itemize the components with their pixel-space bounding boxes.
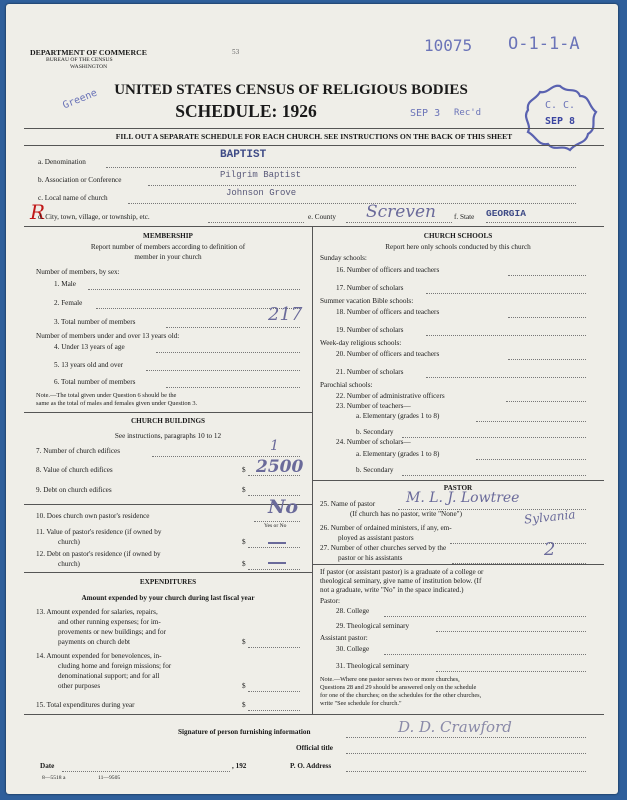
signature-label: Signature of person furnishing information: [178, 728, 311, 736]
main-grid-top-rule: [24, 226, 604, 227]
state-line: [486, 222, 576, 223]
q31-seminary-label: 31. Theological seminary: [336, 662, 410, 670]
signature-value: D. D. Crawford: [398, 718, 512, 736]
q15-dollar-sign: $: [242, 701, 246, 709]
membership-title: MEMBERSHIP: [143, 232, 193, 240]
association-label: b. Association or Conference: [38, 176, 122, 184]
q11-residence-value-label: 11. Value of pastor's residence (if owned by: [36, 528, 162, 536]
q26-label-1: 26. Number of ordained ministers, if any, em-: [320, 524, 452, 532]
membership-note-2: same as the total of males and females given under Question 3.: [36, 400, 198, 407]
q26-label-2: ployed as assistant pastors: [338, 534, 414, 542]
q5-over-13-label: 5. 13 years old and over: [54, 361, 124, 369]
members-by-age-label: Number of members under and over 13 years old:: [36, 332, 180, 340]
q29-seminary-field[interactable]: [436, 631, 586, 632]
q27-label-1: 27. Number of other churches served by the: [320, 544, 447, 552]
received-stamp: Rec'd: [454, 108, 482, 118]
q30-college-label: 30. College: [336, 645, 370, 653]
denomination-label: a. Denomination: [38, 158, 86, 166]
department-label: DEPARTMENT OF COMMERCE: [30, 48, 147, 57]
pastor-title: PASTOR: [443, 484, 473, 492]
q16-label: 16. Number of officers and teachers: [336, 266, 440, 274]
q9-dollar-sign: $: [242, 486, 246, 494]
summer-schools-label: Summer vacation Bible schools:: [320, 297, 414, 305]
q24a-label: a. Elementary (grades 1 to 8): [356, 450, 440, 458]
q24a-field[interactable]: [476, 459, 586, 460]
q11-residence-value-label-2: church): [58, 538, 80, 546]
state-value: GEORGIA: [486, 208, 526, 219]
pastor-note-3: for one of the churches; on the schedules for the other churches,: [320, 692, 482, 699]
q13-line-1: 13. Amount expended for salaries, repairs,: [36, 608, 158, 616]
q13-line-4: payments on church debt: [58, 638, 131, 646]
form-number: 53: [232, 48, 240, 56]
yes-or-no-hint: Yes or No: [264, 523, 287, 529]
year-label: , 192: [232, 762, 247, 770]
expenditures-rule: [24, 572, 312, 573]
census-schedule-form: [6, 4, 618, 794]
q1-male-field[interactable]: [88, 289, 300, 290]
po-address-field[interactable]: [346, 771, 586, 772]
county-value: Screven: [366, 202, 436, 222]
state-label: f. State: [454, 213, 475, 221]
q18-label: 18. Number of officers and teachers: [336, 308, 440, 316]
weekday-schools-label: Week-day religious schools:: [320, 339, 402, 347]
q13-dollar-sign: $: [242, 638, 246, 646]
classification-code: O-1-1-A: [508, 34, 580, 54]
q12-residence-debt-field[interactable]: [248, 569, 300, 570]
header-rule-bottom: [24, 145, 604, 146]
q22-label: 22. Number of administrative officers: [336, 392, 445, 400]
q23-label: 23. Number of teachers—: [336, 402, 411, 410]
church-name-label: c. Local name of church: [38, 194, 108, 202]
association-value: Pilgrim Baptist: [220, 170, 302, 180]
q21-label: 21. Number of scholars: [336, 368, 404, 376]
official-title-label: Official title: [296, 744, 333, 752]
q3-total-members-value: 217: [268, 304, 303, 325]
expenditures-title: EXPENDITURES: [139, 578, 197, 586]
header-rule-top: [24, 128, 604, 129]
q8-edifice-value-label: 8. Value of church edifices: [36, 466, 113, 474]
q18-field[interactable]: [508, 317, 586, 318]
q23b-field[interactable]: [402, 437, 586, 438]
q23a-field[interactable]: [476, 421, 586, 422]
q13-line-3: provements or new buildings; and for: [58, 628, 166, 636]
q12-dash-mark: [268, 562, 286, 564]
sunday-schools-label: Sunday schools:: [320, 254, 367, 262]
q14-line-4: other purposes: [58, 682, 101, 690]
q16-field[interactable]: [508, 275, 586, 276]
q11-residence-value-field[interactable]: [248, 547, 300, 548]
q14-line-2: cluding home and foreign missions; for: [58, 662, 172, 670]
q12-residence-debt-label-2: church): [58, 560, 80, 568]
q10-owns-residence-label: 10. Does church own pastor's residence: [36, 512, 150, 520]
bureau-label: BUREAU OF THE CENSUS: [46, 57, 113, 63]
denomination-value: BAPTIST: [220, 149, 267, 161]
q19-label: 19. Number of scholars: [336, 326, 404, 334]
q25-pastor-name-label: 25. Name of pastor: [320, 500, 376, 508]
church-buildings-title: CHURCH BUILDINGS: [130, 417, 206, 425]
greene-stamp: Greene: [61, 87, 99, 112]
membership-intro-2: member in your church: [134, 253, 202, 261]
city-town-line: [208, 222, 304, 223]
circle-stamp-date: SEP 8: [544, 116, 576, 127]
church-schools-intro: Report here only schools conducted by this church: [385, 243, 531, 251]
q27-label-2: pastor or his assistants: [338, 554, 403, 562]
date-stamp: SEP 3: [410, 108, 441, 119]
q20-field[interactable]: [508, 359, 586, 360]
signature-field[interactable]: [346, 737, 586, 738]
q14-line-1: 14. Amount expended for benevolences, in-: [36, 652, 162, 660]
church-name-value: Johnson Grove: [226, 188, 297, 198]
q4-under-13-label: 4. Under 13 years of age: [54, 343, 125, 351]
q24b-label: b. Secondary: [356, 466, 394, 474]
q28-college-field[interactable]: [384, 616, 586, 617]
separate-schedule-instruction: FILL OUT A SEPARATE SCHEDULE FOR EACH CHURCH. SEE INSTRUCTIONS ON THE BACK OF THIS SHEET: [115, 132, 513, 141]
county-label: e. County: [308, 213, 336, 221]
church-name-line: [128, 203, 576, 204]
schedule-year: SCHEDULE: 1926: [175, 101, 317, 121]
q9-edifice-debt-label: 9. Debt on church edifices: [36, 486, 112, 494]
q10-owns-residence-field[interactable]: [254, 521, 300, 522]
main-grid-divider: [312, 226, 313, 714]
serial-stamp: 10075: [424, 36, 473, 55]
q29-seminary-label: 29. Theological seminary: [336, 622, 410, 630]
q22-field[interactable]: [506, 401, 586, 402]
pastor-rule: [312, 480, 604, 481]
q31-seminary-field[interactable]: [436, 671, 586, 672]
q25-pastor-name-value: M. L. J. Lowtree: [406, 490, 520, 506]
assistant-education-label: Assistant pastor:: [320, 634, 368, 642]
q13-line-2: and other running expenses; for im-: [58, 618, 161, 626]
print-code: 11—9505: [98, 775, 121, 781]
q14-field[interactable]: [248, 691, 300, 692]
graduate-instruction-2: theological seminary, give name of institution below. (If: [320, 577, 482, 585]
church-schools-title: CHURCH SCHOOLS: [423, 232, 493, 240]
q12-dollar-sign: $: [242, 560, 246, 568]
date-label: Date: [40, 762, 55, 770]
po-address-label: P. O. Address: [290, 762, 332, 770]
q6-total-members-field[interactable]: [166, 387, 300, 388]
association-line: [148, 185, 576, 186]
q20-label: 20. Number of officers and teachers: [336, 350, 440, 358]
q28-college-label: 28. College: [336, 607, 370, 615]
graduate-instruction-3: not a graduate, write "No" in the space indicated.): [320, 586, 464, 594]
city-town-label: d. City, town, village, or township, etc.: [38, 213, 150, 221]
circle-stamp-cc: C. C.: [544, 100, 576, 111]
main-grid-bottom-rule: [24, 714, 604, 715]
form-title: UNITED STATES CENSUS OF RELIGIOUS BODIES: [114, 82, 468, 98]
q13-field[interactable]: [248, 647, 300, 648]
q23a-label: a. Elementary (grades 1 to 8): [356, 412, 440, 420]
graduate-instruction-1: If pastor (or assistant pastor) is a graduate of a college or: [320, 568, 484, 576]
q8-edifice-value: 2500: [256, 457, 304, 477]
q17-label: 17. Number of scholars: [336, 284, 404, 292]
q12-residence-debt-label: 12. Debt on pastor's residence (if owned by: [36, 550, 161, 558]
denomination-line: [106, 167, 576, 168]
q15-field[interactable]: [248, 710, 300, 711]
members-by-sex-label: Number of members, by sex:: [36, 268, 120, 276]
q26-field[interactable]: [450, 543, 586, 544]
q5-over-13-field[interactable]: [146, 370, 300, 371]
q11-dash-mark: [268, 542, 286, 544]
q30-college-field[interactable]: [384, 654, 586, 655]
q4-under-13-field[interactable]: [156, 352, 300, 353]
buildings-rule: [24, 412, 312, 413]
red-r-mark: R: [30, 200, 46, 224]
date-field[interactable]: [62, 771, 230, 772]
membership-intro-1: Report number of members according to definition of: [90, 243, 246, 251]
parochial-schools-label: Parochial schools:: [320, 381, 373, 389]
q17-field[interactable]: [426, 293, 586, 294]
q11-dollar-sign: $: [242, 538, 246, 546]
form-code: 8—5518 a: [42, 775, 66, 781]
q19-field[interactable]: [426, 335, 586, 336]
q14-line-3: denominational support; and for all: [58, 672, 160, 680]
q21-field[interactable]: [426, 377, 586, 378]
q27-value: 2: [544, 539, 556, 560]
county-line: [346, 222, 452, 223]
q2-female-label: 2. Female: [54, 299, 83, 307]
expenditures-intro: Amount expended by your church during last fiscal year: [81, 594, 255, 602]
q23b-label: b. Secondary: [356, 428, 394, 436]
city-label: WASHINGTON: [70, 64, 108, 70]
q10-owns-residence-value: No: [268, 496, 299, 518]
church-buildings-intro: See instructions, paragraphs 10 to 12: [114, 432, 222, 440]
q15-total-expenditures-label: 15. Total expenditures during year: [36, 701, 135, 709]
q24b-field[interactable]: [402, 475, 586, 476]
q25-no-pastor-note: (If church has no pastor, write "None"): [350, 510, 462, 518]
q14-dollar-sign: $: [242, 682, 246, 690]
q8-dollar-sign: $: [242, 466, 246, 474]
education-rule: [312, 564, 604, 565]
q6-total-members-label: 6. Total number of members: [54, 378, 136, 386]
q7-edifices-value: 1: [270, 438, 279, 454]
pastor-education-label: Pastor:: [320, 597, 340, 605]
pastor-note-1: Note.—Where one pastor serves two or more churches,: [320, 676, 460, 683]
q1-male-label: 1. Male: [54, 280, 76, 288]
q7-edifices-label: 7. Number of church edifices: [36, 447, 121, 455]
q3-total-members-field[interactable]: [166, 327, 300, 328]
q24-label: 24. Number of scholars—: [336, 438, 411, 446]
q25-pastor-place-value: Sylvania: [523, 507, 577, 527]
membership-note-1: Note.—The total given under Question 6 should be the: [36, 392, 177, 399]
pastor-note-4: write "See schedule for church.": [320, 700, 402, 707]
pastor-note-2: Questions 28 and 29 should be answered only on the schedule: [320, 684, 477, 691]
official-title-field[interactable]: [346, 753, 586, 754]
q3-total-members-label: 3. Total number of members: [54, 318, 136, 326]
